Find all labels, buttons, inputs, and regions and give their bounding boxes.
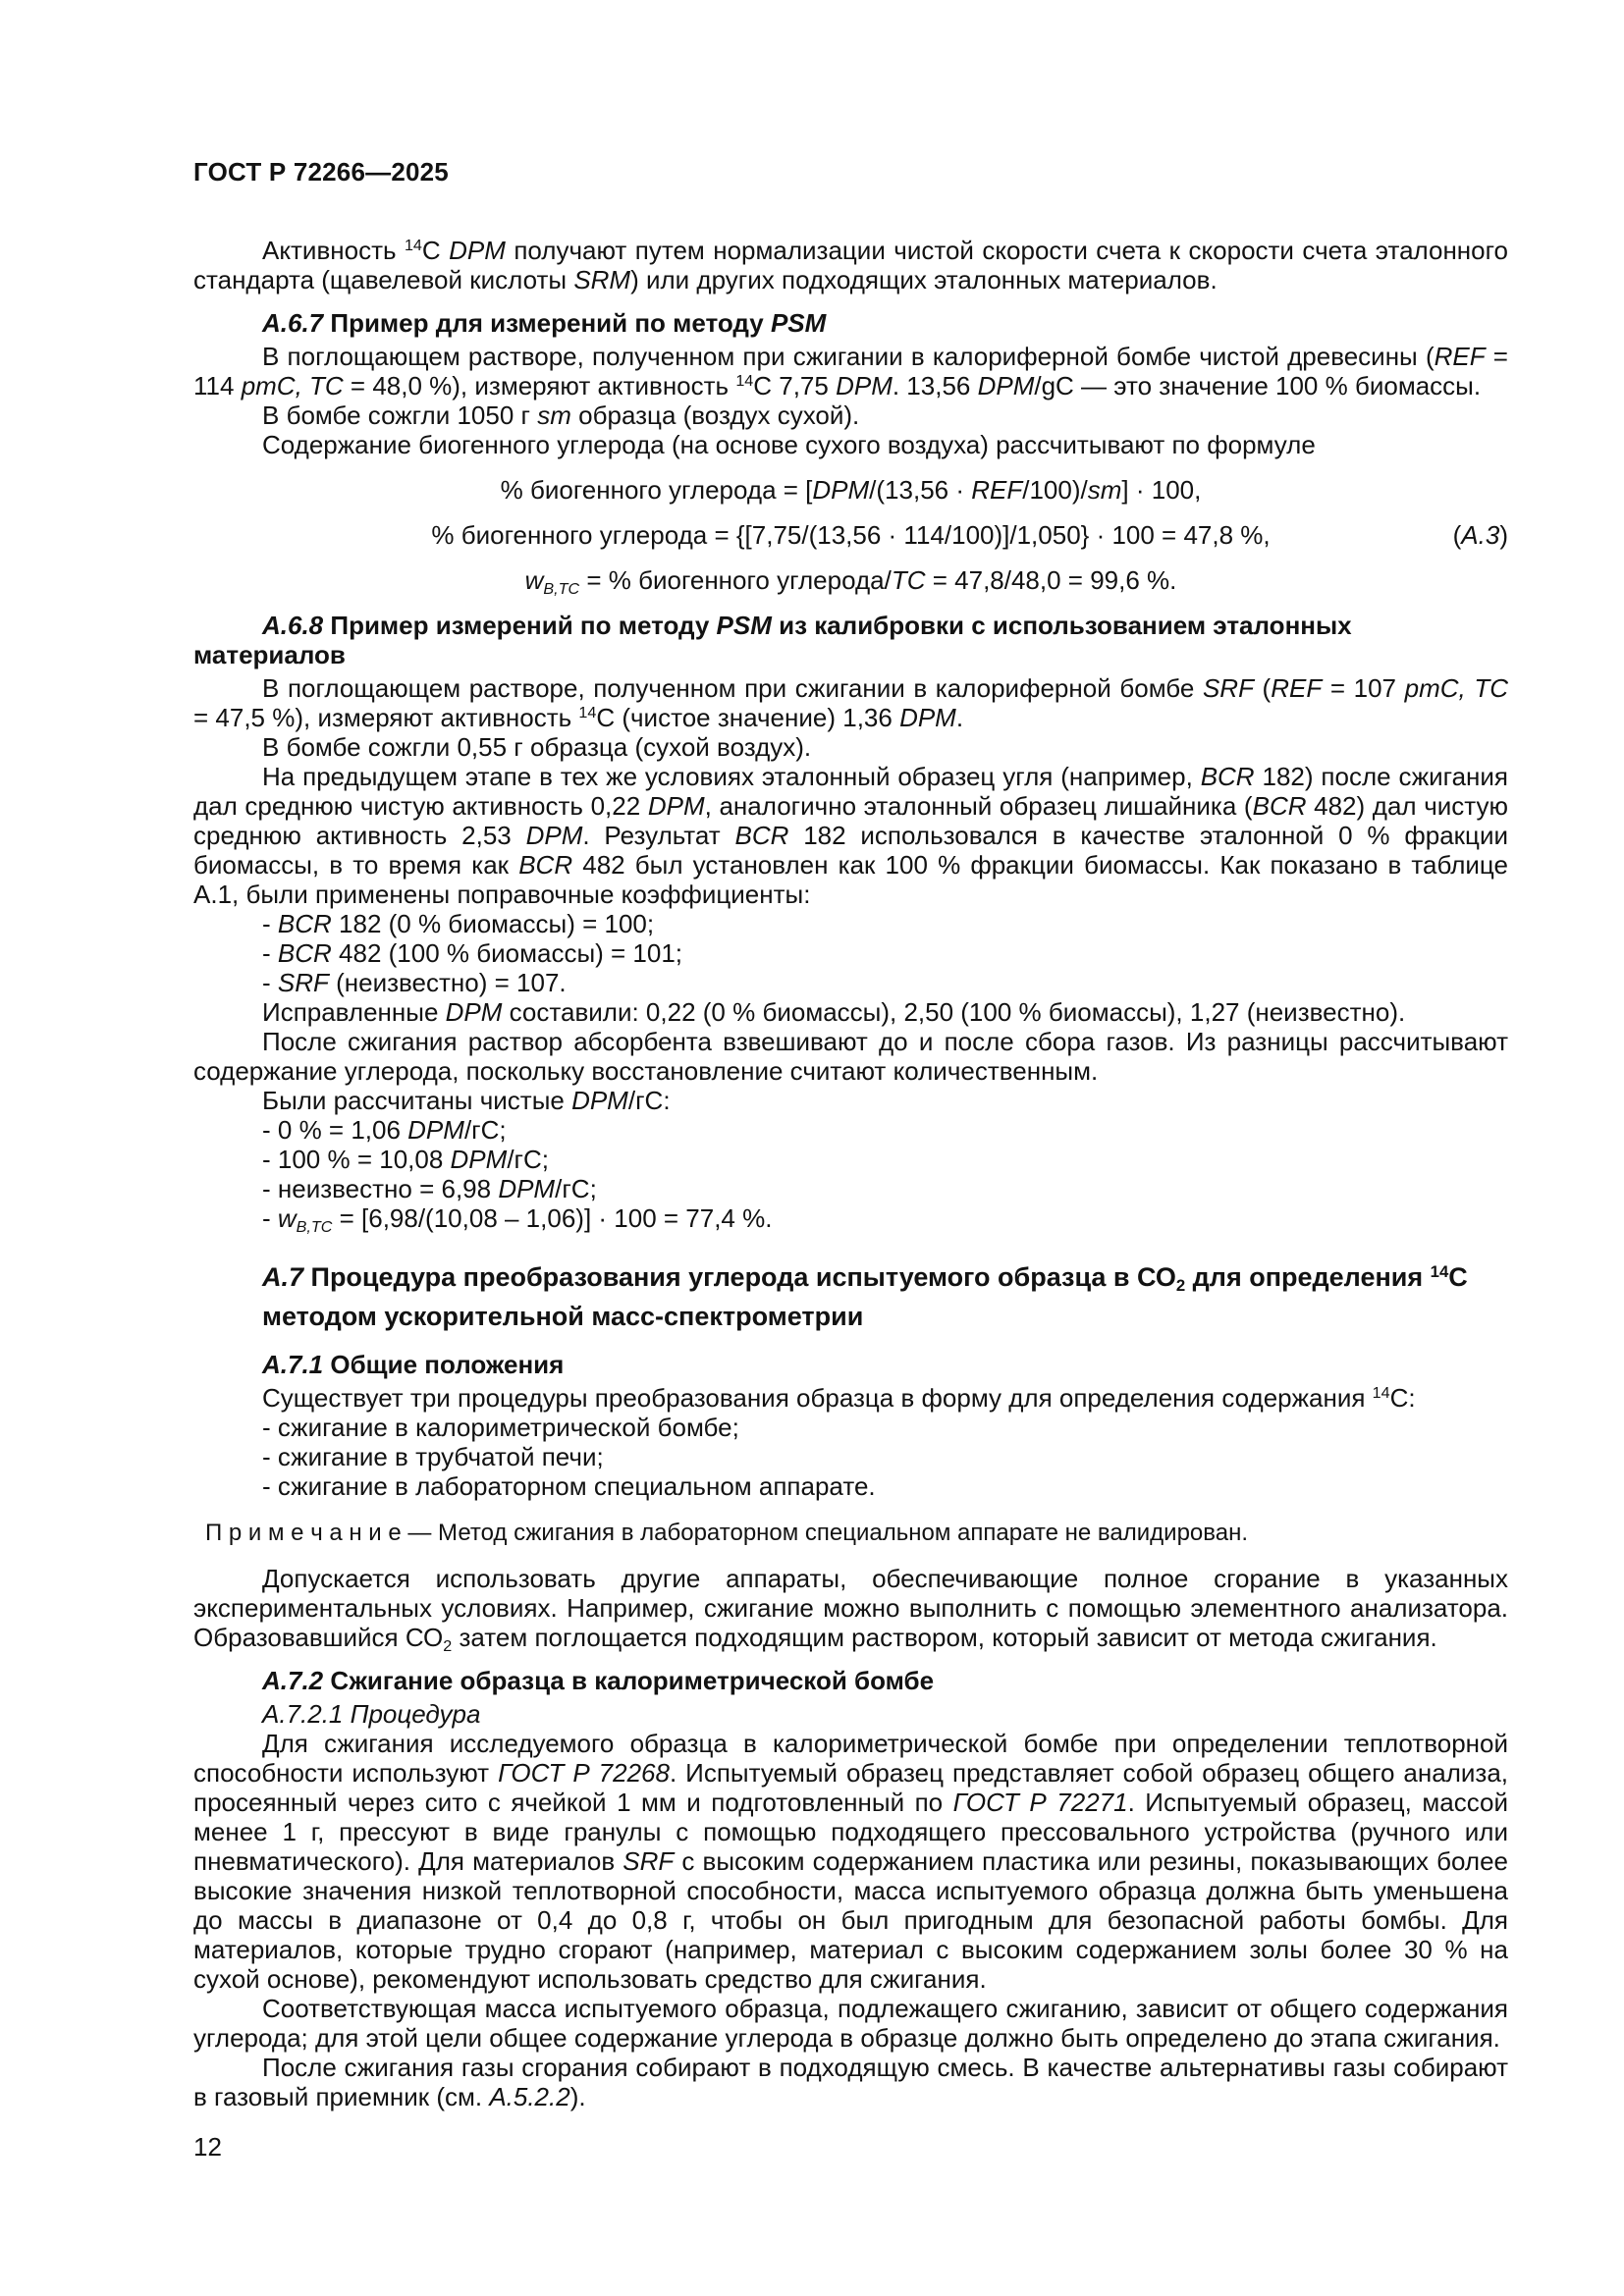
paragraph: Были рассчитаны чистые DPM/гС:	[262, 1086, 671, 1115]
page-header: ГОСТ Р 72266—2025	[193, 157, 449, 187]
paragraph: Соответствующая масса испытуемого образца, подлежащего сжиганию, зависит от общего содержания углерода; для этой цели общее содержание углерода в образце должно быть определено до этапа сжигания.	[193, 1994, 1508, 2053]
subsection-heading: А.6.7 Пример для измерений по методу PSM	[262, 308, 827, 338]
paragraph: После сжигания газы сгорания собирают в подходящую смесь. В качестве альтернативы газы собирают в газовый приемник (см. А.5.2.2).	[193, 2053, 1508, 2111]
list-item: - BCR 482 (100 % биомассы) = 101;	[262, 938, 683, 968]
document-body	[193, 236, 1508, 2111]
list-item: - $w_{B,TC} = [6,98/(10,08 - 1,06)] \cdot 100 = 77,4$ %.	[262, 1203, 773, 1236]
subsection-heading: А.6.8 Пример измерений по методу PSM из калибровки с использованием эталонных материалов	[193, 611, 1352, 669]
paragraph: Исправленные DPM составили: 0,22 (0 % биомассы), 2,50 (100 % биомассы), 1,27 (неизвестно).	[262, 997, 1406, 1027]
formula	[193, 520, 1508, 550]
paragraph: В поглощающем растворе, полученном при сжигании в калориферной бомбе чистой древесины (REF = 114 pmC, TC = 48,0 %), измеряют активность $^{14}$С 7,75 DPM. 13,56 DPM/gC — это значение 100 % биомассы.	[193, 342, 1508, 400]
subsection-heading: А.7.2 Сжигание образца в калориметрической бомбе	[262, 1666, 935, 1695]
list-item: - сжигание в лабораторном специальном аппарате.	[262, 1471, 876, 1501]
note: П р и м е ч а н и е — Метод сжигания в лабораторном специальном аппарате не валидирован.	[205, 1520, 1249, 1546]
subsubsection-heading: А.7.2.1 Процедура	[262, 1699, 481, 1729]
paragraph: После сжигания раствор абсорбента взвешивают до и после сбора газов. Из разницы рассчитывают содержание углерода, поскольку восстановление считают количественным.	[193, 1027, 1508, 1086]
paragraph: В поглощающем растворе, полученном при сжигании в калориферной бомбе SRF (REF = 107 pmC, TC = 47,5 %), измеряют активность $^{14}$С (чистое значение) 1,36 DPM.	[193, 673, 1509, 732]
formula	[193, 475, 1508, 505]
paragraph: Допускается использовать другие аппараты, обеспечивающие полное сгорание в указанных экспериментальных условиях. Например, сжигание можно выполнить с помощью элементного анализатора. Образовавшийся $СО_2$ затем поглощается подходящим раствором, который зависит от метода сжигания.	[193, 1564, 1508, 1655]
list-item: - 100 % = 10,08 DPM/гС;	[262, 1145, 550, 1174]
formula-expression: % биогенного углерода = {[7,75/(13,56 · 114/100)]/1,050} · 100 = 47,8 %,	[431, 520, 1271, 550]
list-item: - неизвестно = 6,98 DPM/гС;	[262, 1174, 597, 1203]
list-item: - BCR 182 (0 % биомассы) = 100;	[262, 909, 655, 938]
paragraph: Существует три процедуры преобразования образца в форму для определения содержания $^{14}$С:	[262, 1383, 1416, 1413]
paragraph: Для сжигания исследуемого образца в калориметрической бомбе при определении теплотворной способности используют ГОСТ Р 72268. Испытуемый образец представляет собой образец общего анализа, просеянный через сито с ячейкой 1 мм и подготовленный по ГОСТ Р 72271. Испытуемый образец, массой менее 1 г, прессуют в виде гранулы с помощью подходящего прессовального устройства (ручного или пневматического). Для материалов SRF с высоким содержанием пластика или резины, показывающих более высокие значения низкой теплотворной способности, масса испытуемого образца должна быть уменьшена до массы в диапазоне от 0,4 до 0,8 г, чтобы он был пригодным для безопасной работы бомбы. Для материалов, которые трудно сгорают (например, материал с высоким содержанием золы более 30 % на сухой основе), рекомендуют использовать средство для сжигания.	[193, 1729, 1508, 1994]
subsection-heading: А.7.1 Общие положения	[262, 1350, 565, 1379]
paragraph: В бомбе сожгли 0,55 г образца (сухой воздух).	[262, 732, 812, 762]
page-number: 12	[193, 2132, 222, 2162]
formula-expression: % биогенного углерода = [DPM/(13,56 · REF/100)/sm] · 100,	[500, 475, 1202, 505]
section-heading: А.7 Процедура преобразования углерода испытуемого образца в $СО_2$ для определения $^{14}$С методом ускорительной масс-спектрометрии	[262, 1261, 1468, 1331]
list-item: - сжигание в калориметрической бомбе;	[262, 1413, 739, 1442]
formula-label: (А.3)	[1452, 520, 1508, 550]
paragraph: На предыдущем этапе в тех же условиях эталонный образец угля (например, BCR 182) после сжигания дал среднюю чистую активность 0,22 DPM, аналогично эталонный образец лишайника (BCR 482) дал чистую среднюю активность 2,53 DPM. Результат BCR 182 использовался в качестве эталонной 0 % фракции биомассы, в то время как BCR 482 был установлен как 100 % фракции биомассы. Как показано в таблице А.1, были применены поправочные коэффициенты:	[193, 762, 1509, 909]
formula	[193, 565, 1508, 598]
formula-expression: $w_{B,TC}$ = % биогенного углерода/TC = 47,8/48,0 = 99,6 %.	[524, 565, 1177, 598]
paragraph: Содержание биогенного углерода (на основе сухого воздуха) рассчитывают по формуле	[262, 430, 1316, 459]
paragraph: В бомбе сожгли 1050 г sm образца (воздух сухой).	[262, 400, 860, 430]
paragraph: Активность $^{14}$С DPM получают путем нормализации чистой скорости счета к скорости счета эталонного стандарта (щавелевой кислоты SRM) или других подходящих эталонных материалов.	[193, 236, 1508, 294]
list-item: - сжигание в трубчатой печи;	[262, 1442, 604, 1471]
list-item: - 0 % = 1,06 DPM/гС;	[262, 1115, 507, 1145]
list-item: - SRF (неизвестно) = 107.	[262, 968, 567, 997]
